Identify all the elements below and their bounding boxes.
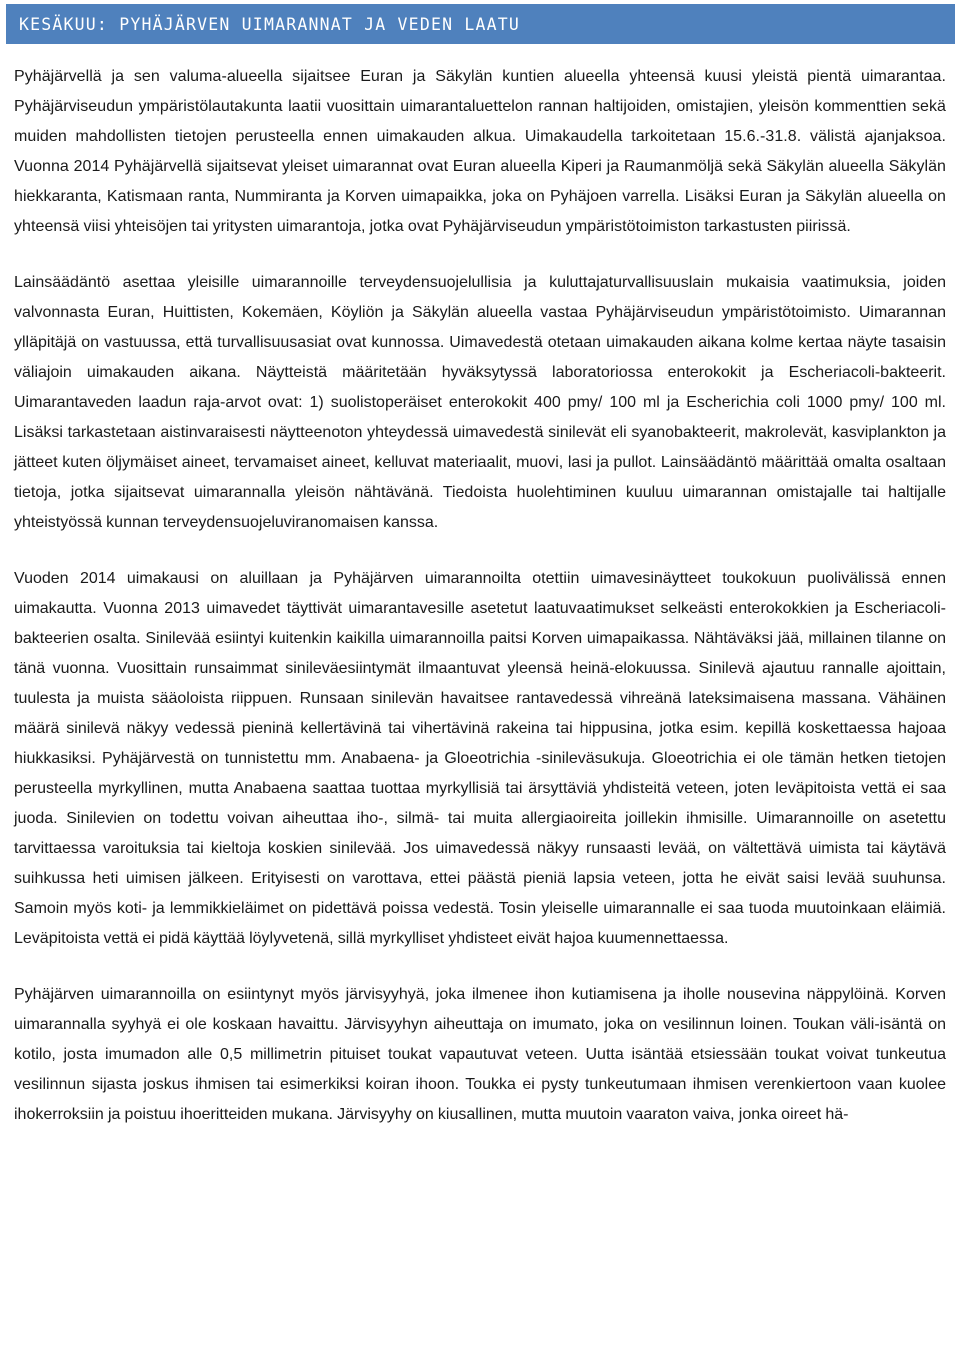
paragraph-legislation: Lainsäädäntö asettaa yleisille uimarannoille terveydensuojelullisia ja kuluttajaturvallisuuslain mukaisia vaatimuksia, joiden valvonnasta Euran, Huittisten, Kokemäen, Köyliön ja Säkylän alueella vastaa Pyhäjärviseudun ympäristötoimisto. Uimarannan ylläpitäjä on vastuussa, että turvallisuusasiat ovat kunnossa. Uimavedestä otetaan uimakauden aikana kolme kertaa näyte tasaisin väliajoin uimakauden aikana. Näytteistä määritetään hyväksytyssä laboratoriossa enterokokit ja Escheriacoli-bakteerit. Uimarantaveden laadun raja-arvot ovat: 1) suolistoperäiset enterokokit 400 pmy/ 100 ml ja Escherichia coli 1000 pmy/ 100 ml. Lisäksi tarkastetaan aistinvaraisesti näytteenoton yhteydessä uimavedestä sinilevät eli syanobakteerit, makrolevät, kasviplankton ja jätteet kuten öljymäiset aineet, tervamaiset aineet, kelluvat materiaalit, muovi, lasi ja pullot. Lainsäädäntö määrittää omalta osaltaan tietoja, jotka sijaitsevat uimarannalla yleisön nähtävänä. Tiedoista huolehtiminen kuuluu uimarannan omistajalle tai haltijalle yhteistyössä kunnan terveydensuojeluviranomaisen kanssa. xyxy=(14,274,946,531)
paragraph-season-cyanobacteria: Vuoden 2014 uimakausi on aluillaan ja Pyhäjärven uimarannoilta otettiin uimavesinäytteet toukokuun puolivälissä ennen uimakautta. Vuonna 2013 uimavedet täyttivät uimarantavesille asetetut laatuvaatimukset selkeästi enterokokkien ja Escheriacoli-bakteerien osalta. Sinilevää esiintyi kuitenkin kaikilla uimarannoilla paitsi Korven uimapaikassa. Nähtäväksi jää, millainen tilanne on tänä vuonna. Vuosittain runsaimmat sinileväesiintymät ilmaantuvat yleensä heinä-elokuussa. Sinilevä ajautuu rannalle ajoittain, tuulesta ja muista sääoloista riippuen. Runsaan sinilevän havaitsee rantavedessä vihreänä lateksimaisena massana. Vähäinen määrä sinilevä näkyy vedessä pieninä kellertävinä tai vihertävinä rakeina tai hippusina, jotka esim. kepillä koskettaessa hajoaa hiukkasiksi. Pyhäjärvestä on tunnistettu mm. Anabaena- ja Gloeotrichia -sinileväsukuja. Gloeotrichia ei ole tämän hetken tietojen perusteella myrkyllinen, mutta Anabaena saattaa tuottaa myrkyllisiä tai ärsyttäviä yhdisteitä veteen, joten leväpitoista vettä ei saa juoda. Sinilevien on todettu voivan aiheuttaa iho-, silmä- tai muita allergiaoireita joillekin ihmisille. Uimarannoille on asetettu tarvittaessa varoituksia tai kieltoja koskien sinilevää. Jos uimavedessä näkyy runsaasti levää, on vältettävä uimista tai käytävä suihkussa heti uimisen jälkeen. Erityisesti on varottava, ettei päästä pieniä lapsia veteen, jotta he eivät saisi levää suuhunsa. Samoin myös koti- ja lemmikkieläimet on pidettävä poissa vedestä. Tosin yleiselle uimarannalle ei saa tuoda muutoinkaan eläimiä. Leväpitoista vettä ei pidä käyttää löylyvetenä, sillä myrkylliset yhdisteet eivät hajoa kuumennettaessa. xyxy=(14,570,946,947)
section-title: KESÄKUU: PYHÄJÄRVEN UIMARANNAT JA VEDEN LAATU xyxy=(19,14,521,34)
paragraph-swimmers-itch: Pyhäjärven uimarannoilla on esiintynyt myös järvisyyhyä, joka ilmenee ihon kutiamisena ja iholle nousevina näppylöinä. Korven uimarannalla syyhyä ei ole koskaan havaittu. Järvisyyhyn aiheuttaja on imumato, joka on vesilinnun loinen. Toukan väli-isäntä on kotilo, josta imumadon alle 0,5 millimetrin pituiset toukat vapautuvat veteen. Uutta isäntää etsiessään toukat voivat tunkeutua vesilinnun sijasta joskus ihmisen tai esimerkiksi koiran ihoon. Toukka ei pysty tunkeutumaan ihmisen verenkiertoon vaan kuolee ihokerroksiin ja poistuu ihoeritteiden mukana. Järvisyyhy on kiusallinen, mutta muutoin vaaraton vaiva, jonka oireet hä- xyxy=(14,986,946,1123)
article-body xyxy=(14,62,946,1156)
section-header-bar xyxy=(6,4,955,44)
paragraph-beaches-overview: Pyhäjärvellä ja sen valuma-alueella sijaitsee Euran ja Säkylän kuntien alueella yhteensä kuusi yleistä pientä uimarantaa. Pyhäjärviseudun ympäristölautakunta laatii vuosittain uimarantaluettelon rannan haltijoiden, omistajien, yleisön kommenttien sekä muiden mahdollisten tietojen perusteella ennen uimakauden alkua. Uimakaudella tarkoitetaan 15.6.-31.8. välistä ajanjaksoa. Vuonna 2014 Pyhäjärvellä sijaitsevat yleiset uimarannat ovat Euran alueella Kiperi ja Raumanmöljä sekä Säkylän alueella Säkylän hiekkaranta, Katismaan ranta, Nummiranta ja Korven uimapaikka, joka on Pyhäjoen varrella. Lisäksi Euran ja Säkylän alueella on yhteensä viisi yhteisöjen tai yritysten uimarantoja, jotka ovat Pyhäjärviseudun ympäristötoimiston tarkastusten piirissä. xyxy=(14,68,946,235)
